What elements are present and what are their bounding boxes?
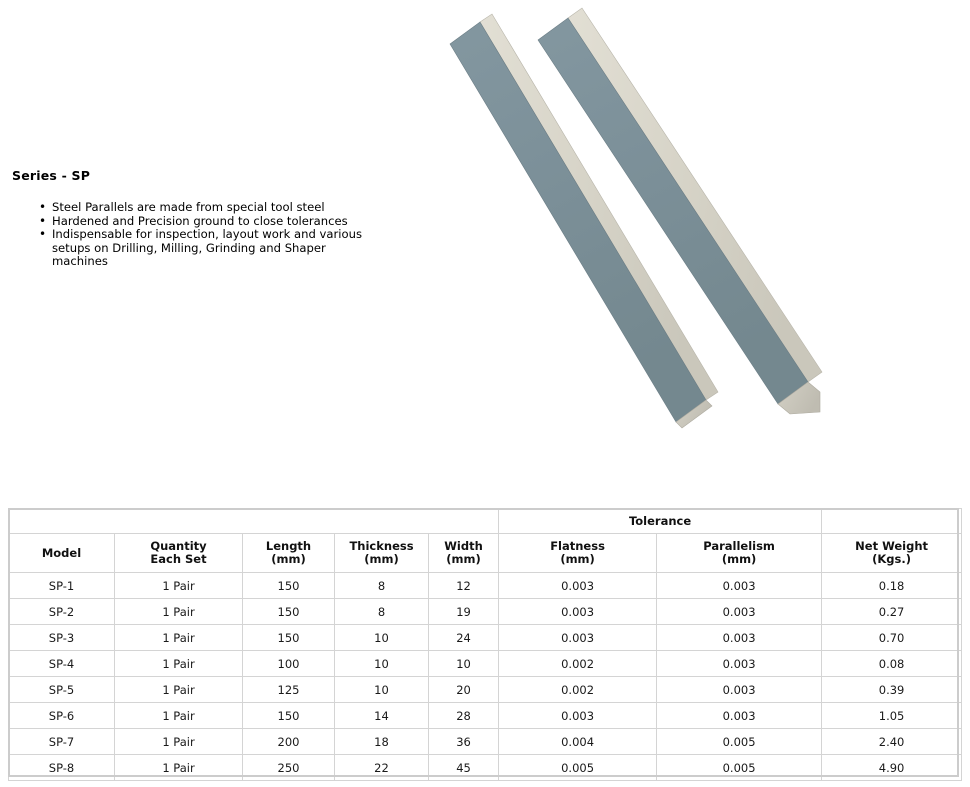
- cell-net-weight: 2.40: [822, 729, 962, 755]
- cell-quantity: 1 Pair: [115, 677, 243, 703]
- table-row: [9, 729, 962, 755]
- cell-parallelism: 0.005: [657, 729, 822, 755]
- cell-net-weight: 0.39: [822, 677, 962, 703]
- cell-quantity: 1 Pair: [115, 573, 243, 599]
- column-header-label: Parallelism: [703, 539, 775, 553]
- cell-net-weight: 0.27: [822, 599, 962, 625]
- bullet-icon: •: [39, 200, 47, 214]
- cell-model: SP-7: [9, 729, 115, 755]
- cell-quantity: 1 Pair: [115, 599, 243, 625]
- column-header-thickness: [335, 534, 429, 573]
- feature-text: Hardened and Precision ground to close tolerances: [52, 213, 348, 228]
- cell-thickness: 14: [335, 703, 429, 729]
- group-header-tolerance: Tolerance: [499, 509, 822, 534]
- column-header-label: Flatness: [550, 539, 605, 553]
- cell-model: SP-8: [9, 755, 115, 781]
- group-header-blank-right: [822, 509, 962, 534]
- specification-table-wrapper: [8, 508, 961, 781]
- series-title: Series - SP: [12, 168, 91, 183]
- cell-flatness: 0.003: [499, 625, 657, 651]
- column-header-unit: (mm): [364, 552, 399, 566]
- cell-thickness: 10: [335, 651, 429, 677]
- group-header-blank: [9, 509, 499, 534]
- list-item: [39, 213, 382, 229]
- table-row: [9, 677, 962, 703]
- cell-flatness: 0.004: [499, 729, 657, 755]
- column-header-parallelism: [657, 534, 822, 573]
- product-image: [430, 0, 850, 440]
- cell-width: 45: [429, 755, 499, 781]
- cell-length: 150: [243, 703, 335, 729]
- cell-length: 250: [243, 755, 335, 781]
- column-header-flatness: [499, 534, 657, 573]
- cell-model: SP-5: [9, 677, 115, 703]
- cell-model: SP-2: [9, 599, 115, 625]
- feature-text: Steel Parallels are made from special tool steel: [52, 200, 325, 214]
- table-row: [9, 651, 962, 677]
- cell-thickness: 8: [335, 573, 429, 599]
- bullet-icon: •: [39, 213, 47, 228]
- bullet-icon: •: [39, 227, 47, 242]
- column-header-label: Model: [41, 545, 82, 560]
- cell-quantity: 1 Pair: [115, 625, 243, 651]
- cell-net-weight: 1.05: [822, 703, 962, 729]
- cell-length: 100: [243, 651, 335, 677]
- column-header-length: [243, 534, 335, 573]
- cell-width: 20: [429, 677, 499, 703]
- column-header-unit: (mm): [721, 552, 757, 566]
- cell-flatness: 0.003: [499, 703, 657, 729]
- cell-parallelism: 0.003: [657, 677, 822, 703]
- table-row: [9, 625, 962, 651]
- cell-width: 24: [429, 625, 499, 651]
- list-item: [39, 227, 382, 269]
- column-header-label: Net Weight: [855, 539, 928, 553]
- cell-thickness: 18: [335, 729, 429, 755]
- column-header-width: [429, 534, 499, 573]
- cell-model: SP-3: [9, 625, 115, 651]
- cell-model: SP-6: [9, 703, 115, 729]
- column-header-unit: (mm): [446, 552, 481, 566]
- specification-table-body: [9, 573, 962, 781]
- cell-quantity: 1 Pair: [115, 703, 243, 729]
- cell-thickness: 10: [335, 677, 429, 703]
- cell-width: 12: [429, 573, 499, 599]
- feature-list: [12, 201, 382, 269]
- cell-width: 19: [429, 599, 499, 625]
- column-header-unit: (mm): [271, 552, 306, 566]
- table-row: [9, 599, 962, 625]
- cell-net-weight: 0.18: [822, 573, 962, 599]
- cell-thickness: 10: [335, 625, 429, 651]
- cell-model: SP-4: [9, 651, 115, 677]
- series-description-block: [12, 168, 382, 269]
- cell-model: SP-1: [9, 573, 115, 599]
- table-row: [9, 703, 962, 729]
- cell-length: 125: [243, 677, 335, 703]
- column-header-unit: (mm): [560, 552, 595, 566]
- cell-flatness: 0.002: [499, 677, 657, 703]
- column-header-label: Length: [265, 539, 312, 553]
- cell-flatness: 0.003: [499, 599, 657, 625]
- column-header-unit: (Kgs.): [872, 552, 912, 566]
- cell-quantity: 1 Pair: [115, 729, 243, 755]
- right-bar-top-edge: [568, 8, 822, 382]
- cell-quantity: 1 Pair: [115, 755, 243, 781]
- cell-flatness: 0.003: [499, 573, 657, 599]
- cell-thickness: 22: [335, 755, 429, 781]
- column-header-label: Thickness: [349, 539, 414, 553]
- cell-parallelism: 0.003: [657, 703, 822, 729]
- cell-parallelism: 0.005: [657, 755, 822, 781]
- cell-length: 150: [243, 599, 335, 625]
- cell-parallelism: 0.003: [657, 599, 822, 625]
- column-header-quantity: [115, 534, 243, 573]
- cell-net-weight: 0.70: [822, 625, 962, 651]
- column-header-label: Width: [444, 539, 483, 553]
- cell-width: 10: [429, 651, 499, 677]
- cell-quantity: 1 Pair: [115, 651, 243, 677]
- cell-parallelism: 0.003: [657, 625, 822, 651]
- cell-length: 200: [243, 729, 335, 755]
- specification-table: [8, 508, 962, 781]
- column-header-unit: Each Set: [150, 552, 207, 566]
- cell-length: 150: [243, 573, 335, 599]
- cell-length: 150: [243, 625, 335, 651]
- table-row: [9, 573, 962, 599]
- cell-parallelism: 0.003: [657, 651, 822, 677]
- column-header-net-weight: [822, 534, 962, 573]
- table-group-header-row: [9, 509, 962, 534]
- cell-flatness: 0.002: [499, 651, 657, 677]
- column-header-model: [9, 534, 115, 573]
- cell-thickness: 8: [335, 599, 429, 625]
- feature-text: Indispensable for inspection, layout work and various setups on Drilling, Milling, Grinding and Shaper machines: [52, 227, 362, 269]
- cell-flatness: 0.005: [499, 755, 657, 781]
- column-header-label: Quantity: [150, 539, 207, 553]
- cell-net-weight: 4.90: [822, 755, 962, 781]
- cell-parallelism: 0.003: [657, 573, 822, 599]
- table-header-row: [9, 534, 962, 573]
- cell-net-weight: 0.08: [822, 651, 962, 677]
- cell-width: 28: [429, 703, 499, 729]
- list-item: [39, 200, 382, 215]
- cell-width: 36: [429, 729, 499, 755]
- table-row: [9, 755, 962, 781]
